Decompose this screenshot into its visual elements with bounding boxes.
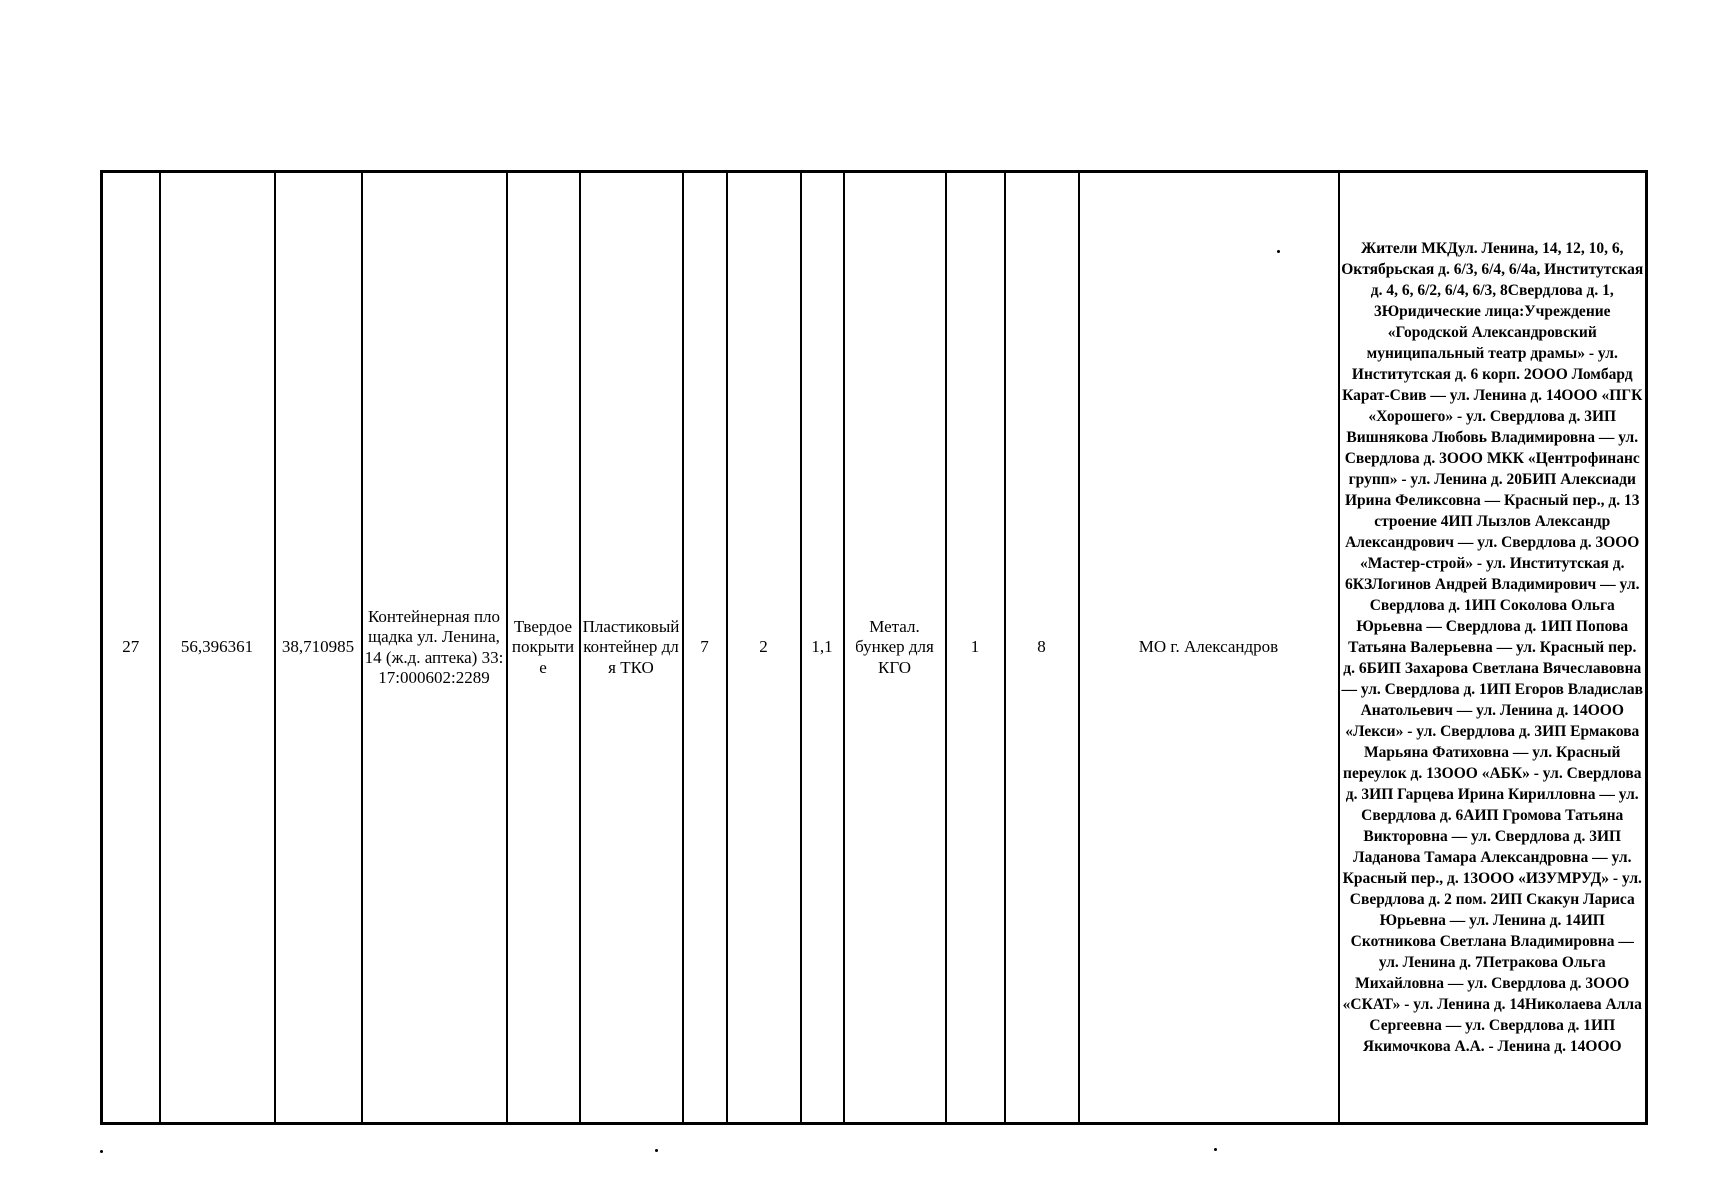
row-number-cell: 27 xyxy=(102,172,160,1124)
waste-generators-cell: Жители МКДул. Ленина, 14, 12, 10, 6, Октябрьская д. 6/3, 6/4, 6/4а, Институтская д. 4, 6, 6/2, 6/4, 6/3, 8Свердлова д. 1, 3Юридические лица:Учреждение «Городской Александровский муниципальный театр драмы» - ул. Институтская д. 6 корп. 2ООО Ломбард Карат-Свив — ул. Ленина д. 14ООО «ПГК «Хорошего» - ул. Свердлова д. 3ИП Вишнякова Любовь Владимировна — ул. Свердлова д. 3ООО МКК «Центрофинанс групп» - ул. Ленина д. 20БИП Алексиади Ирина Феликсовна — Красный пер., д. 13 строение 4ИП Лызлов Александр Александрович — ул. Свердлова д. 3ООО «Мастер-строй» - ул. Институтская д. 6КЗЛогинов Андрей Владимирович — ул. Свердлова д. 1ИП Соколова Ольга Юрьевна — Свердлова д. 1ИП Попова Татьяна Валерьевна — ул. Красный пер. д. 6БИП Захарова Светлана Вячеславовна — ул. Свердлова д. 1ИП Егоров Владислав Анатольевич — ул. Ленина д. 14ООО «Лекси» - ул. Свердлова д. 3ИП Ермакова Марьяна Фатиховна — ул. Красный переулок д. 13ООО «АБК» - ул. Свердлова д. 3ИП Гарцева Ирина Кирилловна — ул. Свердлова д. 6АИП Громова Татьяна Викторовна — ул. Свердлова д. 3ИП Ладанова Тамара Александровна — ул. Красный пер., д. 13ООО «ИЗУМРУД» - ул. Свердлова д. 2 пом. 2ИП Скакун Лариса Юрьевна — ул. Ленина д. 14ИП Скотникова Светлана Владимировна — ул. Ленина д. 7Петракова Ольга Михайловна — ул. Свердлова д. 3ООО «СКАТ» - ул. Ленина д. 14Николаева Алла Сергеевна — ул. Свердлова д. 1ИП Якимочкова А.А. - Ленина д. 14ООО xyxy=(1339,172,1647,1124)
scan-speck xyxy=(1277,250,1280,253)
planned-count-cell: 2 xyxy=(727,172,801,1124)
scan-speck xyxy=(655,1149,658,1152)
owner-cell: МО г. Александров xyxy=(1079,172,1339,1124)
scan-speck xyxy=(100,1150,103,1153)
longitude-cell: 38,710985 xyxy=(275,172,362,1124)
location-cell: Контейнерная площадка ул. Ленина, 14 (ж.д. аптека) 33:17:000602:2289 xyxy=(362,172,507,1124)
container-count-cell: 7 xyxy=(683,172,727,1124)
bunker-volume-cell: 8 xyxy=(1005,172,1079,1124)
latitude-cell: 56,396361 xyxy=(160,172,275,1124)
bunker-type-cell: Метал. бункер для КГО xyxy=(844,172,946,1124)
scan-speck xyxy=(1214,1148,1217,1151)
container-type-cell: Пластиковый контейнер для ТКО xyxy=(580,172,683,1124)
container-site-table xyxy=(100,170,1648,1125)
container-volume-cell: 1,1 xyxy=(801,172,844,1124)
surface-cell: Твердое покрытие xyxy=(507,172,580,1124)
table-row xyxy=(102,172,1647,1124)
bunker-count-cell: 1 xyxy=(946,172,1005,1124)
